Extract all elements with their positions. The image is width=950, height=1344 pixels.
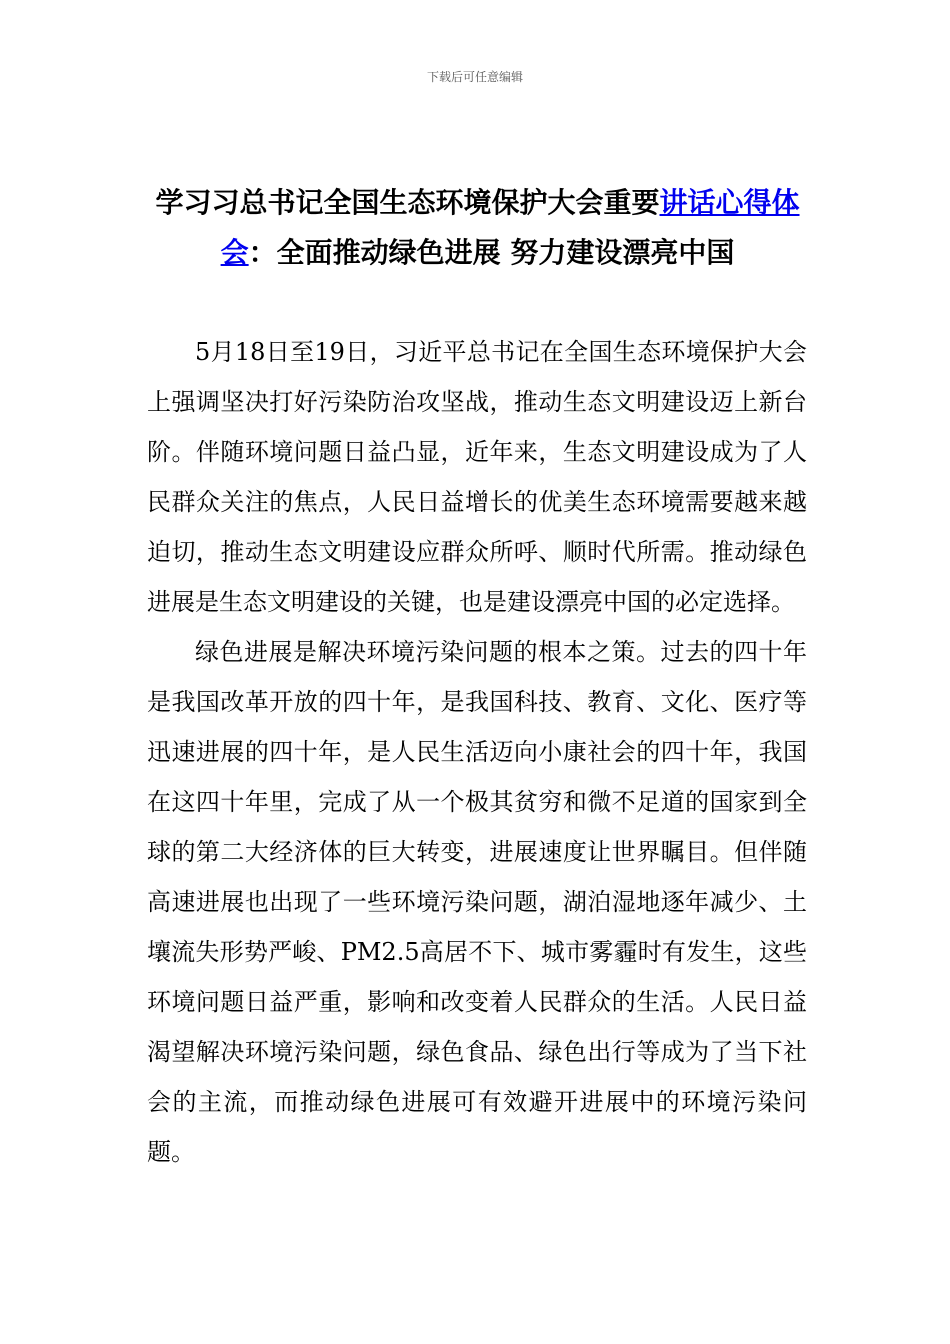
paragraph-2: 绿色进展是解决环境污染问题的根本之策。过去的四十年是我国改革开放的四十年，是我国科技、教育、文化、医疗等迅速进展的四十年，是人民生活迈向小康社会的四十年，我国在这四十年里，完成了从一个极其贫穷和微不足道的国家到全球的第二大经济体的巨大转变，进展速度让世界瞩目。但伴随高速进展也出现了一些环境污染问题，湖泊湿地逐年减少、土壤流失形势严峻、PM2.5高居不下、城市雾霾时有发生，这些环境问题日益严重，影响和改变着人民群众的生活。人民日益渴望解决环境污染问题，绿色食品、绿色出行等成为了当下社会的主流，而推动绿色进展可有效避开进展中的环境污染问题。: [147, 638, 807, 1166]
title-part-1: 学习习总书记全国生态环境保护大会重要: [155, 186, 660, 219]
title-part-2: ：全面推动绿色进展 努力建设漂亮中国: [248, 236, 735, 269]
paragraph-1: 5月18日至19日，习近平总书记在全国生态环境保护大会上强调坚决打好污染防治攻坚战，推动生态文明建设迈上新台阶。伴随环境问题日益凸显，近年来，生态文明建设成为了人民群众关注的焦点，人民日益增长的优美生态环境需要越来越迫切，推动生态文明建设应群众所呼、顺时代所需。推动绿色进展是生态文明建设的关键，也是建设漂亮中国的必定选择。: [147, 338, 807, 616]
header-note: 下载后可任意编辑: [426, 70, 523, 84]
document-title: [140, 178, 815, 278]
title-link[interactable]: 讲话心得体会: [220, 186, 800, 269]
document-body: [147, 327, 807, 1177]
